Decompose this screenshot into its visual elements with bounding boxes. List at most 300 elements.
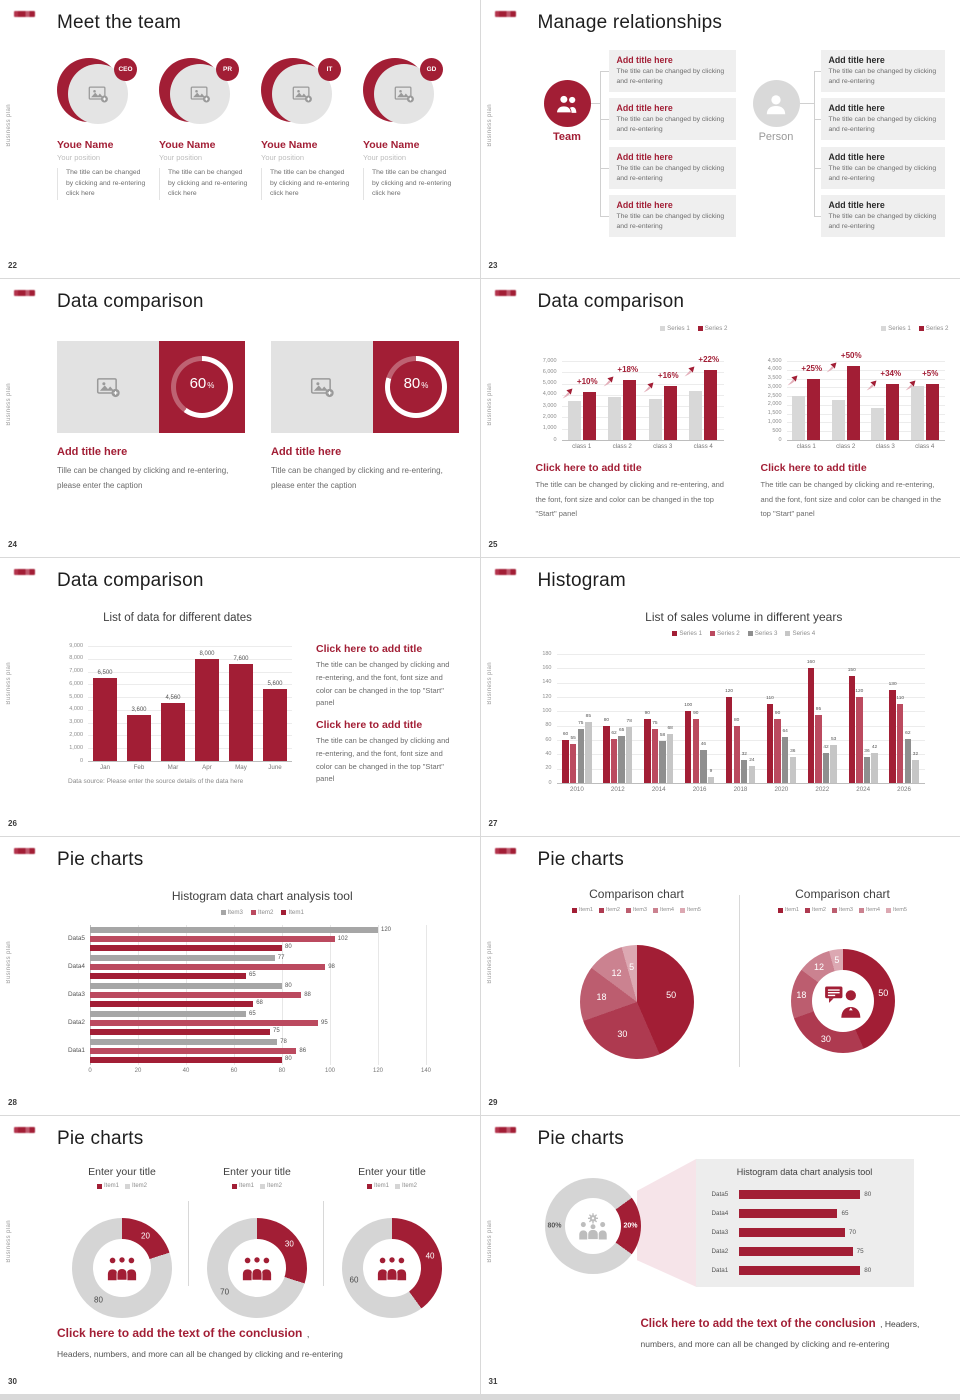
slice-label: 18 xyxy=(796,989,807,1000)
chart-unit xyxy=(537,887,737,913)
bar xyxy=(644,719,650,784)
card-title: Add title here xyxy=(271,446,342,458)
chart-legend xyxy=(329,1183,455,1189)
legend-label: Series 3 xyxy=(754,630,778,637)
y-axis-tick-label: 3,000 xyxy=(767,383,782,390)
slice-label: 12 xyxy=(611,967,622,978)
image-placeholder xyxy=(271,341,373,433)
connector-line xyxy=(600,71,601,217)
bar-value-label: 100 xyxy=(684,703,693,709)
people-gear-icon xyxy=(576,1212,610,1241)
bar xyxy=(739,1209,838,1218)
y-axis-tick-label: 2,000 xyxy=(69,731,83,738)
chart-legend xyxy=(761,325,949,332)
bar xyxy=(195,659,219,761)
team-label: Team xyxy=(553,131,581,143)
slice-label: 80% xyxy=(547,1222,562,1230)
slice-label: 40 xyxy=(425,1251,435,1261)
conclusion-block xyxy=(641,1314,941,1349)
slice-label: 18 xyxy=(596,991,607,1002)
bar xyxy=(741,760,747,783)
slice-label: 60 xyxy=(349,1275,359,1285)
bar-value-label: 7,600 xyxy=(233,655,249,662)
horizontal-bar-list xyxy=(712,1185,902,1279)
legend-label: Item1 xyxy=(579,907,593,913)
chart-title: Enter your title xyxy=(358,1166,426,1178)
bar xyxy=(90,936,335,942)
y-axis-tick-label: 9,000 xyxy=(69,642,83,649)
card-caption: Title can be changed by clicking and re-entering, please enter the caption xyxy=(271,466,443,491)
slice-label: 20% xyxy=(623,1222,638,1230)
delta-arrow-icon xyxy=(603,374,614,385)
legend-label: Item2 xyxy=(267,1183,283,1189)
image-placeholder-icon xyxy=(393,83,415,105)
box-body: The title can be changed by clicking and re-entering xyxy=(616,116,725,134)
bar-value-label: 95 xyxy=(321,1019,328,1026)
y-axis-tick-label: 2,500 xyxy=(767,392,782,399)
brand-logo xyxy=(14,848,35,854)
delta-annotation: +5% xyxy=(922,368,939,378)
bar-value-label: 46 xyxy=(700,742,707,748)
brand-logo xyxy=(495,290,516,296)
gridline xyxy=(330,925,331,1065)
box-title: Add title here xyxy=(828,103,885,113)
bar-value-label: 98 xyxy=(328,963,335,970)
role-badge: PR xyxy=(216,58,239,81)
info-box xyxy=(609,98,736,140)
x-axis-tick-label: class 1 xyxy=(572,443,592,450)
bar xyxy=(585,722,591,783)
box-title: Add title here xyxy=(616,103,673,113)
bar-value-label: 36 xyxy=(864,749,870,755)
legend-swatch xyxy=(653,908,658,913)
legend-swatch xyxy=(886,908,891,913)
bar xyxy=(623,380,636,440)
slide-22[interactable] xyxy=(0,0,480,278)
chart-legend xyxy=(194,1183,320,1189)
box-title: Add title here xyxy=(616,200,673,210)
member-description: The title can be changed by clicking and re-entering click here xyxy=(363,168,452,200)
chart-title: List of sales volume in different years xyxy=(645,610,843,624)
detail-panel xyxy=(696,1159,914,1287)
page-number: 22 xyxy=(8,261,17,270)
y-axis-tick-label: 3,500 xyxy=(767,375,782,382)
avatar xyxy=(261,58,355,132)
avatar xyxy=(159,58,253,132)
bar xyxy=(905,739,911,783)
bar xyxy=(739,1190,861,1199)
bar-value-label: 68 xyxy=(667,726,673,732)
bar xyxy=(90,1020,318,1026)
delta-arrow-icon xyxy=(684,364,695,375)
member-description: The title can be changed by clicking and re-entering click here xyxy=(159,168,248,200)
box-body: The title can be changed by clicking and re-entering xyxy=(616,165,725,183)
block-body: The title can be changed by clicking and re-entering, and the font, font size and color can be changed in the top "Start" panel xyxy=(316,660,450,708)
info-box xyxy=(821,147,945,189)
brand-logo xyxy=(495,848,516,854)
horizontal-bar-chart xyxy=(60,925,452,1077)
slice-label: 30 xyxy=(617,1029,628,1040)
x-axis-line xyxy=(557,783,925,784)
page-title: Pie charts xyxy=(537,849,624,870)
connector-line xyxy=(600,216,609,217)
delta-arrow-icon xyxy=(866,378,877,389)
legend-label: Series 1 xyxy=(888,325,911,332)
sidebar-brand-text: Business plan xyxy=(486,383,493,426)
legend-swatch xyxy=(698,326,703,331)
avatar xyxy=(363,58,457,132)
bar xyxy=(808,668,814,783)
bar-value-label: 85 xyxy=(585,714,592,720)
bar-value-label: 9 xyxy=(709,768,713,774)
bar-value-label: 65 xyxy=(618,728,625,734)
gridline xyxy=(557,683,925,684)
chart-legend xyxy=(537,907,737,913)
category-label: Data4 xyxy=(67,963,85,970)
connector-line xyxy=(600,168,609,169)
sidebar-brand-text: Business plan xyxy=(6,941,12,984)
legend-label: Item1 xyxy=(288,909,304,916)
category-label: Data2 xyxy=(67,1019,85,1026)
chart-group xyxy=(761,325,949,522)
y-axis-tick-label: 5,000 xyxy=(69,693,83,700)
bar-row xyxy=(712,1261,902,1280)
bar-value-label: 120 xyxy=(381,926,392,933)
bar xyxy=(693,719,699,784)
bar-value-label: 80 xyxy=(864,1267,872,1274)
callout-beam xyxy=(637,1156,697,1291)
bar xyxy=(739,1228,846,1237)
x-axis-tick-label: 2020 xyxy=(774,786,789,793)
legend-label: Item2 xyxy=(132,1183,148,1189)
slide-30[interactable] xyxy=(0,1116,480,1394)
y-axis-tick-label: 5,000 xyxy=(542,380,557,387)
bar xyxy=(700,750,706,783)
bar xyxy=(871,753,877,783)
y-axis-tick-label: 60 xyxy=(545,736,552,743)
progress-unit: % xyxy=(207,381,215,390)
progress-box xyxy=(159,341,245,433)
bar xyxy=(608,397,621,440)
sidebar-brand-text: Business plan xyxy=(6,104,12,147)
bar-value-label: 62 xyxy=(611,730,617,736)
category-label: Data4 xyxy=(711,1210,729,1217)
bar-value-label: 77 xyxy=(277,954,285,961)
slide-26[interactable] xyxy=(0,558,480,836)
donut-chart xyxy=(72,1218,172,1318)
x-axis-tick-label: class 4 xyxy=(915,443,935,450)
progress-ring xyxy=(171,356,233,418)
bar-value-label: 32 xyxy=(912,752,919,758)
bar xyxy=(90,1039,277,1045)
gridline xyxy=(557,726,925,727)
x-axis-tick-label: class 3 xyxy=(653,443,673,450)
sidebar-brand-text: Business plan xyxy=(486,104,493,147)
people-group-icon xyxy=(106,1255,138,1282)
page-title: Pie charts xyxy=(57,849,144,870)
bar-value-label: 75 xyxy=(652,721,658,727)
bar xyxy=(889,690,895,783)
bar xyxy=(897,704,903,783)
team-circle xyxy=(544,80,591,127)
sidebar-brand-text: Business plan xyxy=(6,662,12,705)
page-number: 27 xyxy=(488,819,498,828)
box-body: The title can be changed by clicking and re-entering xyxy=(828,116,937,134)
x-axis-line xyxy=(787,440,945,441)
slice-label: 5 xyxy=(834,954,840,965)
box-title: Add title here xyxy=(828,55,885,65)
connector-line xyxy=(600,119,609,120)
bar xyxy=(90,1057,282,1063)
gridline xyxy=(88,723,292,724)
bar xyxy=(689,391,702,440)
x-axis-tick-label: 2018 xyxy=(733,786,748,793)
bar-value-label: 86 xyxy=(299,1047,307,1054)
delta-annotation: +10% xyxy=(576,377,598,387)
vertical-divider xyxy=(323,1201,324,1286)
slice-label: 80 xyxy=(94,1295,103,1305)
bar-value-label: 80 xyxy=(285,944,292,951)
gridline xyxy=(88,659,292,660)
conclusion-body: Headers, numbers, and more can all be changed by clicking and re-entering xyxy=(57,1349,343,1359)
x-axis-line xyxy=(88,761,292,762)
y-axis-tick-label: 4,000 xyxy=(69,706,83,713)
x-axis-tick-label: 2022 xyxy=(815,786,830,793)
category-label: Data3 xyxy=(711,1229,729,1236)
legend-label: Item2 xyxy=(402,1183,418,1189)
gridline xyxy=(557,697,925,698)
y-axis-tick-label: 100 xyxy=(542,707,552,714)
legend-swatch xyxy=(395,1184,400,1189)
member-position: Your position xyxy=(57,153,101,162)
legend-swatch xyxy=(881,326,886,331)
bar-value-label: 70 xyxy=(849,1229,857,1236)
y-axis-tick-label: 1,000 xyxy=(69,744,83,751)
bar-value-label: 90 xyxy=(774,710,781,716)
chart-unit xyxy=(59,1166,185,1189)
page-number: 24 xyxy=(8,540,17,549)
x-axis-tick-label: 2024 xyxy=(856,786,871,793)
delta-arrow-icon xyxy=(905,378,916,389)
bar-value-label: 6,500 xyxy=(97,669,113,676)
bar-value-label: 24 xyxy=(749,757,755,763)
conclusion-comma: , xyxy=(306,1329,310,1339)
people-group-icon xyxy=(241,1255,273,1282)
info-box xyxy=(821,195,945,237)
team-member xyxy=(363,58,457,200)
role-badge: IT xyxy=(318,58,341,81)
comparison-card xyxy=(271,341,461,493)
data-source-note: Data source: Please enter the source details of the data here xyxy=(68,778,244,785)
member-description: The title can be changed by clicking and re-entering click here xyxy=(261,168,350,200)
image-placeholder-icon xyxy=(309,374,335,400)
chart-legend xyxy=(59,1183,185,1189)
legend-label: Item1 xyxy=(103,1183,119,1189)
bar xyxy=(767,704,773,783)
image-placeholder xyxy=(57,341,159,433)
block-title: Click here to add title xyxy=(316,719,423,731)
page-title: Meet the team xyxy=(57,12,182,33)
bar-value-label: 58 xyxy=(659,733,666,739)
bar xyxy=(90,973,246,979)
caption-body: The title can be changed by clicking and re-entering, and the font, font size and color can be changed in the top "Start" panel xyxy=(760,480,942,519)
bar xyxy=(807,379,820,440)
image-placeholder-icon xyxy=(291,83,313,105)
bar xyxy=(90,927,378,933)
pie-chart xyxy=(580,945,694,1059)
bar xyxy=(90,992,301,998)
bar-value-label: 102 xyxy=(337,935,348,942)
bar-value-label: 68 xyxy=(256,1000,263,1007)
slice-label: 5 xyxy=(629,961,635,972)
bar-value-label: 160 xyxy=(806,660,815,666)
slice-label: 70 xyxy=(220,1287,230,1296)
box-title: Add title here xyxy=(616,55,673,65)
slide-31[interactable] xyxy=(481,1116,960,1394)
member-name: Youe Name xyxy=(159,139,216,151)
sidebar-brand-text: Business plan xyxy=(6,1220,12,1263)
x-axis-tick-label: class 2 xyxy=(612,443,632,450)
legend-swatch xyxy=(626,908,631,913)
page-number: 28 xyxy=(8,1098,17,1107)
bar xyxy=(708,777,714,783)
bar-value-label: 78 xyxy=(626,719,632,725)
team-member xyxy=(57,58,151,200)
bar-value-label: 8,000 xyxy=(199,650,215,657)
gridline xyxy=(88,748,292,749)
y-axis-tick-label: 2,000 xyxy=(542,413,557,420)
bar-value-label: 55 xyxy=(570,735,576,741)
people-group-icon xyxy=(376,1255,408,1282)
legend-swatch xyxy=(367,1184,372,1189)
chart-unit xyxy=(194,1166,320,1189)
image-placeholder-icon xyxy=(189,83,211,105)
bar-value-label: 120 xyxy=(855,689,864,694)
slide-28[interactable] xyxy=(0,837,480,1115)
y-axis-tick-label: 3,000 xyxy=(542,402,557,409)
brand-logo xyxy=(14,569,35,575)
info-box xyxy=(609,195,736,237)
x-axis-tick-label: 2016 xyxy=(692,786,707,793)
page-title: Data comparison xyxy=(57,291,204,312)
bar-value-label: 120 xyxy=(725,689,734,694)
legend-swatch xyxy=(748,631,753,636)
y-axis-tick-label: 80 xyxy=(545,722,552,729)
y-axis-tick-label: 8,000 xyxy=(69,655,83,662)
legend-swatch xyxy=(672,631,677,636)
page-number: 31 xyxy=(488,1377,498,1386)
bar-value-label: 60 xyxy=(562,732,569,737)
bar xyxy=(667,734,673,783)
chart-title: Histogram data chart analysis tool xyxy=(171,889,353,903)
bar-value-label: 110 xyxy=(896,696,905,702)
page-title: Data comparison xyxy=(57,570,204,591)
bar xyxy=(790,757,796,783)
delta-annotation: +16% xyxy=(657,370,679,380)
legend-label: Item1 xyxy=(373,1183,389,1189)
grouped-bar-chart xyxy=(537,642,929,796)
bar-value-label: 36 xyxy=(790,749,796,755)
y-axis-tick-label: 0 xyxy=(548,779,552,786)
donut-chart xyxy=(342,1218,442,1318)
x-axis-tick-label: 100 xyxy=(324,1068,335,1074)
slide-23[interactable] xyxy=(481,0,960,278)
team-members xyxy=(57,58,457,200)
chart-title: Enter your title xyxy=(88,1166,156,1178)
slice-label: 50 xyxy=(666,989,677,1000)
box-title: Add title here xyxy=(828,152,885,162)
donut-chart xyxy=(791,949,895,1053)
chart-group xyxy=(536,325,728,522)
image-placeholder-icon xyxy=(95,374,121,400)
category-label: Data3 xyxy=(67,991,85,998)
vertical-divider xyxy=(739,895,740,1067)
y-axis-tick-label: 180 xyxy=(542,650,552,657)
bar xyxy=(618,736,624,783)
legend-label: Series 1 xyxy=(667,325,690,332)
bar-row xyxy=(712,1242,902,1261)
brand-logo xyxy=(14,11,35,17)
x-axis-tick-label: 2012 xyxy=(610,786,625,793)
team-member xyxy=(159,58,253,200)
y-axis-tick-label: 3,000 xyxy=(69,719,83,726)
legend-swatch xyxy=(572,908,577,913)
connector-line xyxy=(800,103,814,104)
bar xyxy=(90,964,325,970)
text-block xyxy=(316,634,458,710)
slide-25[interactable] xyxy=(481,279,960,557)
x-axis-tick-label: 80 xyxy=(278,1068,286,1074)
bar-value-label: 95 xyxy=(815,706,822,712)
bar xyxy=(127,715,151,761)
info-box xyxy=(609,50,736,92)
x-axis-tick-label: 2026 xyxy=(897,786,911,793)
slide-27[interactable] xyxy=(481,558,960,836)
box-title: Add title here xyxy=(828,200,885,210)
bar xyxy=(161,703,185,761)
bar xyxy=(90,1029,270,1035)
legend-swatch xyxy=(919,326,924,331)
brand-logo xyxy=(14,290,35,296)
slide-29[interactable] xyxy=(481,837,960,1115)
legend-label: Item2 xyxy=(606,907,620,913)
legend-label: Item2 xyxy=(812,907,826,913)
page-number: 26 xyxy=(8,819,17,828)
y-axis-tick-label: 40 xyxy=(545,750,552,757)
delta-arrow-icon xyxy=(643,380,654,391)
person-label: Person xyxy=(758,131,794,143)
legend-swatch xyxy=(599,908,604,913)
delta-annotation: +25% xyxy=(801,363,823,373)
bar-value-label: 62 xyxy=(905,730,911,736)
chart-legend xyxy=(57,909,468,916)
bar-value-label: 80 xyxy=(734,717,740,723)
legend-label: Item1 xyxy=(785,907,799,913)
gridline xyxy=(88,735,292,736)
box-body: The title can be changed by clicking and re-entering xyxy=(828,165,937,183)
connector-line xyxy=(814,119,821,120)
bar xyxy=(685,711,691,783)
block-title: Click here to add title xyxy=(316,643,423,655)
slide-24[interactable] xyxy=(0,279,480,557)
legend-swatch xyxy=(778,908,783,913)
card-title: Add title here xyxy=(57,446,128,458)
connector-line xyxy=(814,168,821,169)
vertical-divider xyxy=(188,1201,189,1286)
legend-swatch xyxy=(680,908,685,913)
bar-value-label: 5,600 xyxy=(267,681,283,688)
gridline xyxy=(426,925,427,1065)
